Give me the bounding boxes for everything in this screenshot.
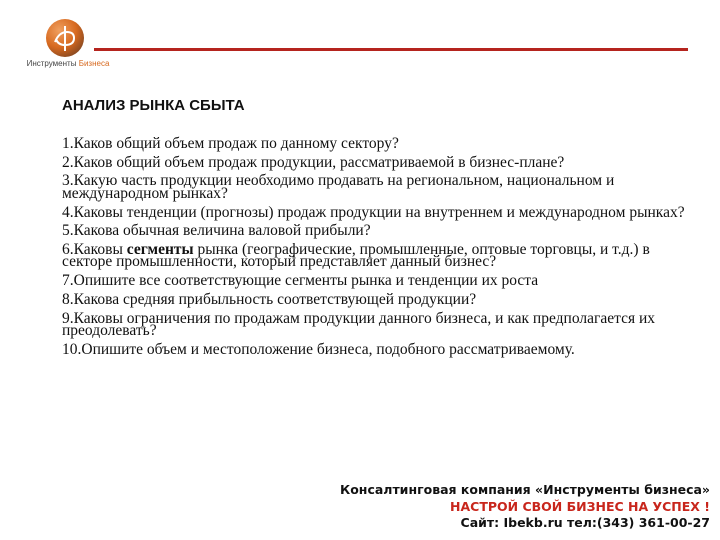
question-list — [62, 135, 692, 362]
question-item: 3.Какую часть продукции необходимо продавать на региональном, национальном и международном рынках? — [62, 172, 615, 202]
question-item: 10.Опишите объем и местоположение бизнеса, подобного рассматриваемому. — [62, 340, 575, 358]
emphasis-segments: сегменты — [126, 240, 194, 258]
footer-slogan: НАСТРОЙ СВОЙ БИЗНЕС НА УСПЕХ ! — [450, 498, 710, 514]
question-item: 5.Какова обычная величина валовой прибыли? — [62, 222, 371, 240]
question-item: 9.Каковы ограничения по продажам продукции данного бизнеса, и как предполагается их преодолевать? — [62, 309, 656, 339]
slide-title: АНАЛИЗ РЫНКА СБЫТА — [62, 97, 245, 114]
company-logo — [18, 18, 118, 74]
question-item: 2.Каков общий объем продаж продукции, рассматриваемой в бизнес-плане? — [62, 153, 565, 171]
footer-company: Консалтинговая компания «Инструменты бизнеса» — [340, 482, 710, 497]
question-item: 4.Каковы тенденции (прогнозы) продаж продукции на внутреннем и международном рынках? — [62, 203, 685, 221]
question-item: 1.Каков общий объем продаж по данному сектору? — [62, 135, 399, 152]
logo-text: Инструменты Бизнеса — [26, 59, 110, 68]
footer-contacts: Сайт: Ibekb.ru тел:(343) 361-00-27 — [460, 515, 710, 530]
header-rule — [94, 48, 688, 51]
question-item: 8.Какова средняя прибыльность соответствующей продукции? — [62, 290, 477, 308]
logo-emblem-icon — [45, 18, 85, 58]
question-item: 7.Опишите все соответствующие сегменты рынка и тенденции их роста — [62, 272, 539, 290]
question-item: 6.Каковы сегменты рынка (географические, промышленные, оптовые торговцы, и т.д.) в секторе промышленности, который представляет данный бизнес? — [62, 240, 650, 271]
footer — [340, 482, 710, 532]
